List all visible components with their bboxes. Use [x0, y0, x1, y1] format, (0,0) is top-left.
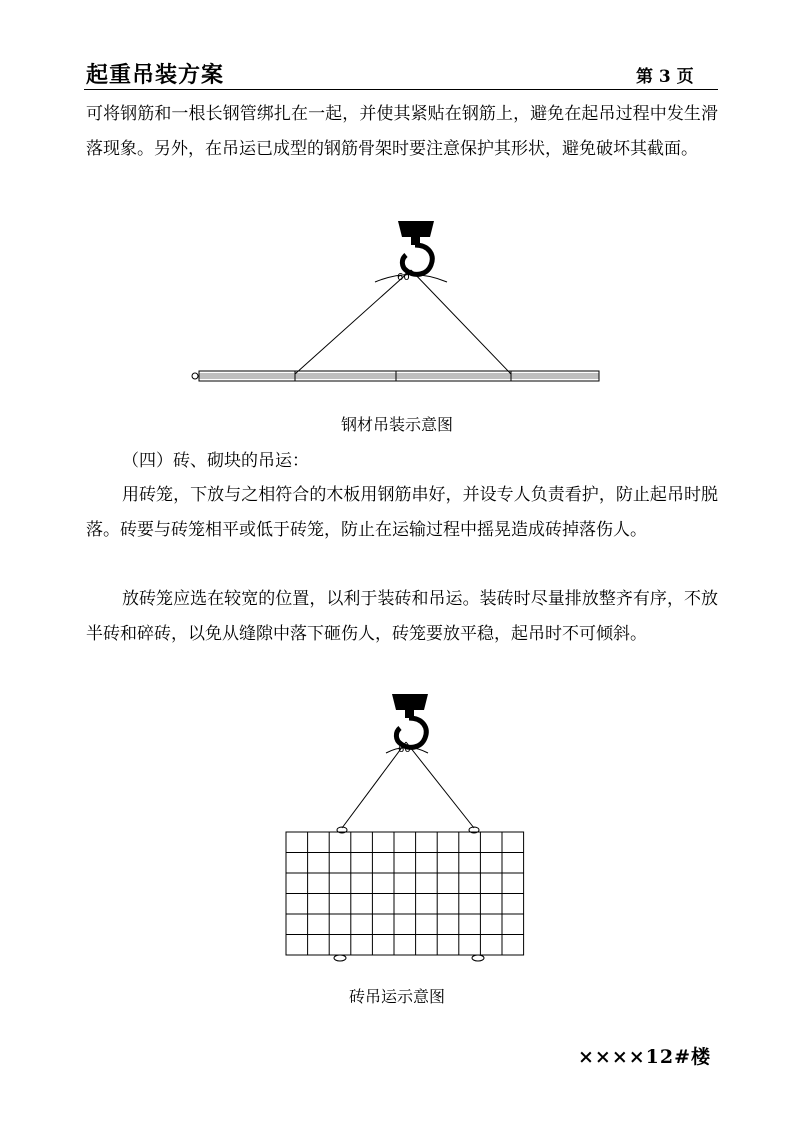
- angle-label: 60: [398, 744, 411, 755]
- angle-label: 60: [397, 272, 410, 283]
- paragraph-brick-cage: 用砖笼，下放与之相符合的木板用钢筋串好，并设专人负责看护，防止起吊时脱落。砖要与砖笼相平或低于砖笼，防止在运输过程中摇晃造成砖掉落伤人。: [86, 485, 718, 540]
- page-number: 第 3 页: [636, 67, 694, 87]
- figure-caption-steel: 钢材吊装示意图: [340, 415, 453, 434]
- crane-hook-icon: [392, 694, 428, 747]
- document-title: 起重吊装方案: [86, 62, 225, 88]
- header-divider: [84, 89, 718, 90]
- paragraph-steel-binding: 可将钢筋和一根长钢管绑扎在一起，并使其紧贴在钢筋上，避免在起吊过程中发生滑落现象。另外，在吊运已成型的钢筋骨架时要注意保护其形状，避免破坏其截面。: [86, 104, 718, 159]
- steel-bundle: [192, 371, 599, 381]
- crane-hook-icon: [398, 221, 434, 274]
- steel-lifting-diagram: [185, 215, 610, 390]
- brick-lifting-diagram: [280, 688, 535, 966]
- figure-caption-brick: 砖吊运示意图: [348, 987, 445, 1006]
- section-heading-brick: （四）砖、砌块的吊运：: [122, 451, 309, 471]
- brick-cage-grid: [286, 832, 524, 955]
- footer-building: ××××12#楼: [578, 1046, 712, 1068]
- paragraph-brick-placement: 放砖笼应选在较宽的位置，以利于装砖和吊运。装砖时尽量排放整齐有序，不放半砖和碎砖，以免从缝隙中落下砸伤人，砖笼要放平稳，起吊时不可倾斜。: [86, 589, 718, 644]
